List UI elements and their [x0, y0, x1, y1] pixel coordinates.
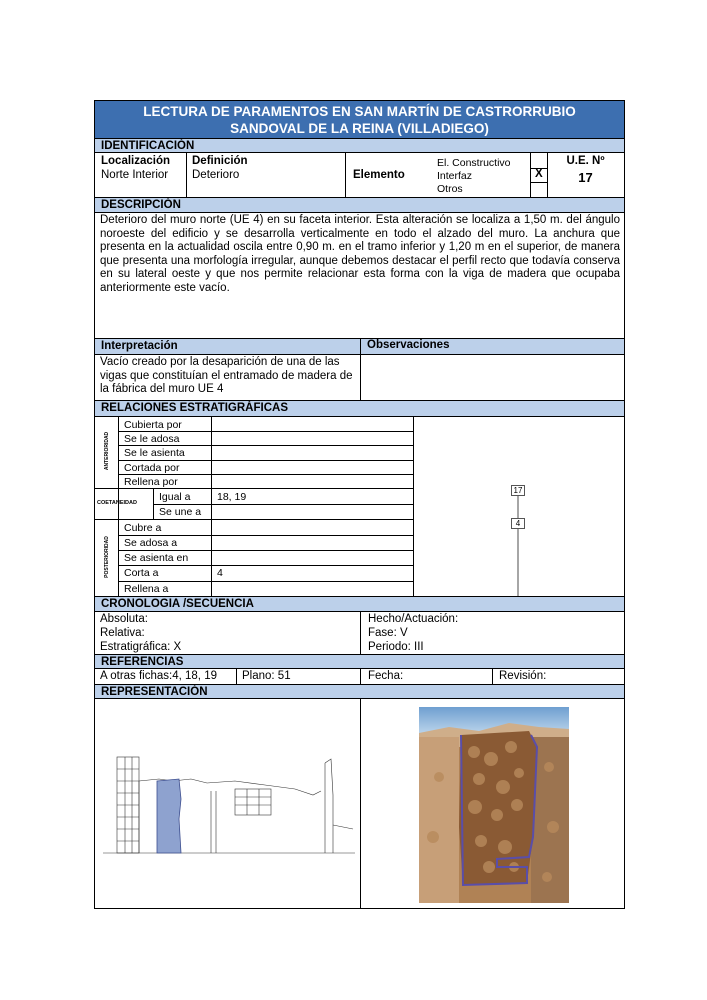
- rel-corta-a-label: Corta a: [124, 567, 159, 579]
- relaciones-header: RELACIONES ESTRATIGRÁFICAS: [95, 400, 624, 417]
- elemento-label: Elemento: [353, 169, 405, 181]
- observaciones-header: Observaciones: [367, 339, 450, 351]
- rel-se-asienta-en-label: Se asienta en: [124, 552, 189, 564]
- referencias-revision: Revisión:: [499, 670, 547, 682]
- cronologia-fase: Fase: V: [368, 627, 408, 639]
- record-sheet: [94, 100, 625, 909]
- referencias-fecha: Fecha:: [368, 670, 404, 682]
- elemento-option-interfaz: Interfaz: [437, 170, 473, 182]
- cronologia-estratigrafica: Estratigráfica: X: [100, 641, 182, 653]
- interpretacion-header: Interpretación: [95, 338, 624, 355]
- referencias-header: REFERENCIAS: [95, 654, 624, 669]
- interpretacion-text: Vacío creado por la desaparición de una de las vigas que constituían el entramado de madera de la fábrica del muro UE 4: [100, 356, 353, 395]
- rel-se-le-asienta-label: Se le asienta: [124, 447, 185, 459]
- posterioridad-label: POSTERIORIDAD: [104, 536, 110, 578]
- harris-matrix: [413, 417, 624, 597]
- cronologia-relativa: Relativa:: [100, 627, 145, 639]
- representacion-header: REPRESENTACIÓN: [95, 684, 624, 699]
- rel-rellena-a-label: Rellena a: [124, 583, 169, 595]
- descripcion-header: DESCRIPCIÓN: [95, 197, 624, 213]
- cronologia-hecho: Hecho/Actuación:: [368, 613, 459, 625]
- ue-label: U.E. Nº: [566, 155, 605, 167]
- rel-igual-a-label: Igual a: [159, 491, 191, 503]
- localizacion-label: Localización: [101, 155, 171, 167]
- definicion-label: Definición: [192, 155, 248, 167]
- identificacion-header: IDENTIFICACIÓN: [95, 138, 624, 153]
- rel-se-le-adosa-label: Se le adosa: [124, 433, 180, 445]
- cronologia-absoluta: Absoluta:: [100, 613, 148, 625]
- harris-node-4: 4: [511, 518, 525, 529]
- rel-se-une-a-label: Se une a: [159, 506, 202, 518]
- referencias-plano: Plano: 51: [242, 670, 291, 682]
- rel-cubierta-por-label: Cubierta por: [124, 419, 182, 431]
- wall-elevation-drawing: [95, 699, 360, 909]
- elemento-mark: X: [535, 168, 543, 180]
- title-line-2: SANDOVAL DE LA REINA (VILLADIEGO): [230, 121, 489, 136]
- elemento-option-otros: Otros: [437, 183, 463, 195]
- referencias-otras-fichas: A otras fichas:4, 18, 19: [100, 670, 217, 682]
- rel-cubre-a-label: Cubre a: [124, 522, 162, 534]
- sheet-title: [95, 101, 624, 138]
- ue-value: 17: [578, 170, 593, 185]
- elemento-option-constructivo: El. Constructivo: [437, 157, 511, 169]
- cronologia-header: CRONOLOGIA /SECUENCIA: [95, 596, 624, 612]
- wall-photo: [419, 707, 569, 903]
- rel-igual-a-value: 18, 19: [217, 491, 247, 503]
- localizacion-value: Norte Interior: [101, 169, 169, 181]
- rel-corta-a-value: 4: [217, 567, 223, 579]
- anterioridad-label: ANTERIORIDAD: [104, 431, 110, 471]
- harris-node-17: 17: [511, 485, 525, 496]
- descripcion-text: Deterioro del muro norte (UE 4) en su faceta interior. Esta alteración se localiza a 1,50 m. del ángulo noroeste del edificio y se desarrolla verticalmente en todo el alzado del muro. La anchura que presenta en la actualidad oscila entre 0,90 m. en el tramo inferior y 1,20 m en el superior, de manera que presenta una morfología irregular, aunque debemos destacar el perfil recto que todavía conserva en su lateral oeste y que nos permite relacionar esta forma con la viga de madera que ocupaba anteriormente este vacío.: [100, 214, 620, 294]
- definicion-value: Deterioro: [192, 169, 240, 181]
- rel-cortada-por-label: Cortada por: [124, 462, 180, 474]
- rel-se-adosa-a-label: Se adosa a: [124, 537, 178, 549]
- rel-rellena-por-label: Rellena por: [124, 476, 178, 488]
- cronologia-periodo: Periodo: III: [368, 641, 424, 653]
- coetaneidad-label: COETANEIDAD: [97, 500, 137, 506]
- title-line-1: LECTURA DE PARAMENTOS EN SAN MARTÍN DE CASTRORRUBIO: [143, 104, 576, 119]
